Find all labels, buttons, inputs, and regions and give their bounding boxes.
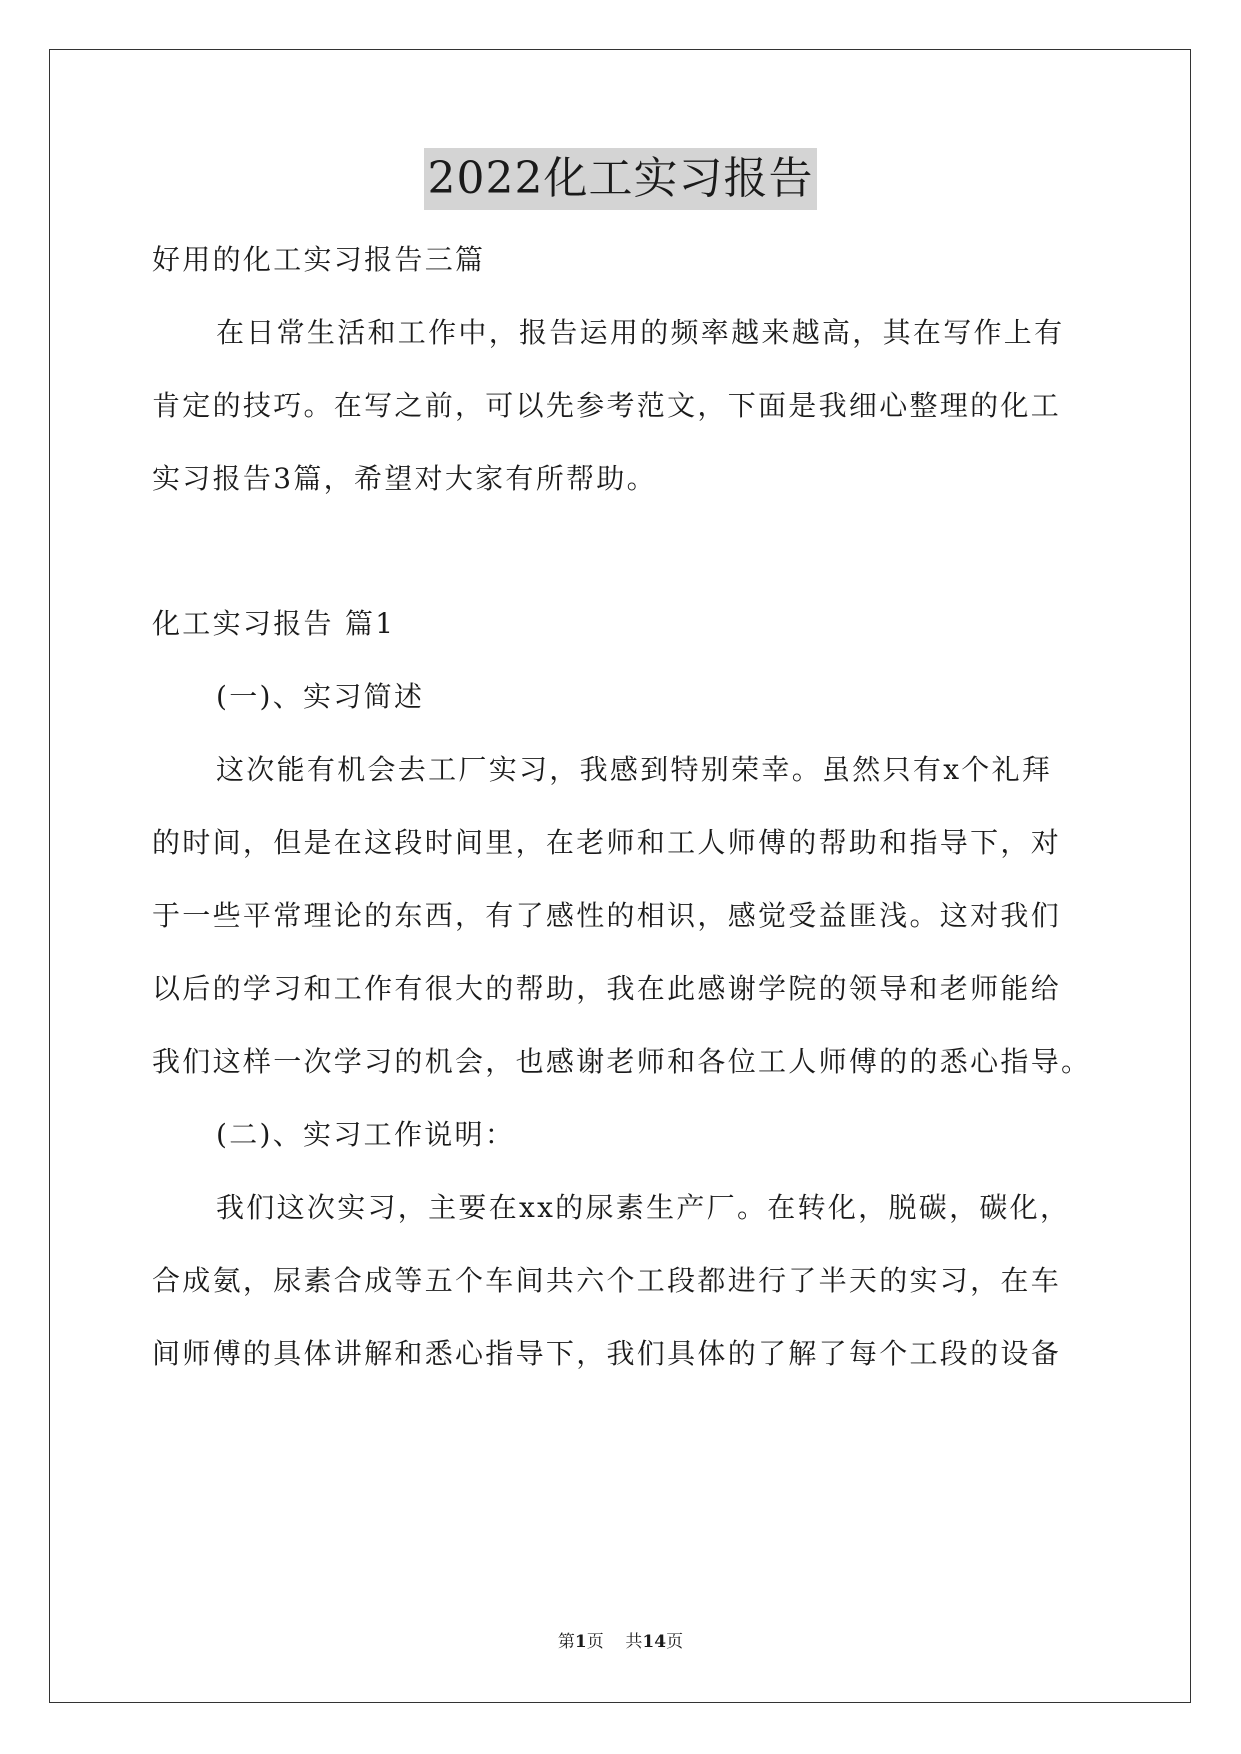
subsection-heading: (一)、实习简述	[216, 680, 425, 713]
paragraph-line: 实习报告3篇，希望对大家有所帮助。	[152, 462, 657, 495]
title-container	[0, 148, 1241, 210]
paragraph-line: 我们这样一次学习的机会，也感谢老师和各位工人师傅的的悉心指导。	[152, 1045, 1092, 1078]
page-number: 1	[574, 1632, 587, 1652]
page-border	[49, 49, 1191, 1703]
total-pages: 14	[642, 1632, 667, 1652]
subsection-heading: (二)、实习工作说明：	[216, 1118, 516, 1151]
page-prefix: 第	[557, 1632, 575, 1652]
page-suffix: 页	[666, 1632, 684, 1652]
paragraph-line: 于一些平常理论的东西，有了感性的相识，感觉受益匪浅。这对我们	[152, 899, 1062, 932]
paragraph-line: 合成氨，尿素合成等五个车间共六个工段都进行了半天的实习，在车	[152, 1264, 1062, 1297]
paragraph-line: 这次能有机会去工厂实习，我感到特别荣幸。虽然只有x个礼拜	[216, 753, 1053, 786]
paragraph-line: 肯定的技巧。在写之前，可以先参考范文，下面是我细心整理的化工	[152, 389, 1062, 422]
page-footer	[0, 1630, 1241, 1654]
paragraph-line: 间师傅的具体讲解和悉心指导下，我们具体的了解了每个工段的设备	[152, 1337, 1062, 1370]
paragraph-line: 我们这次实习，主要在xx的尿素生产厂。在转化，脱碳，碳化，	[216, 1191, 1071, 1224]
section-heading: 化工实习报告 篇1	[152, 607, 396, 640]
page-mid: 页 共	[586, 1632, 643, 1652]
paragraph-line: 的时间，但是在这段时间里，在老师和工人师傅的帮助和指导下，对	[152, 826, 1062, 859]
document-title: 2022化工实习报告	[424, 148, 818, 210]
paragraph-line: 以后的学习和工作有很大的帮助，我在此感谢学院的领导和老师能给	[152, 972, 1062, 1005]
paragraph-line: 在日常生活和工作中，报告运用的频率越来越高，其在写作上有	[216, 316, 1065, 349]
subtitle-line: 好用的化工实习报告三篇	[152, 243, 486, 276]
